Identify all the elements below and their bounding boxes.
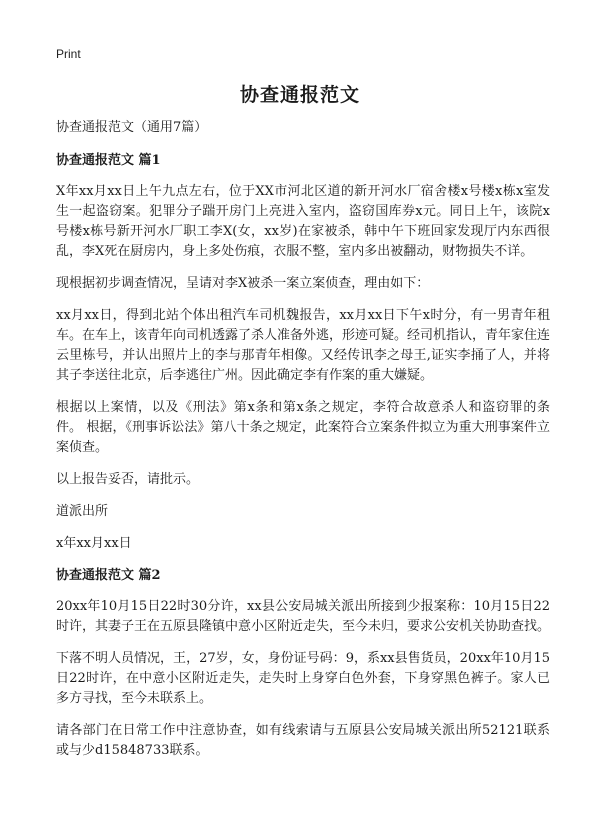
signature-office: 道派出所	[56, 504, 109, 519]
signature-date: x年xx月xx日	[56, 536, 132, 551]
print-link[interactable]: Print	[56, 47, 81, 61]
section-heading: 协查通报范文 篇1	[56, 153, 161, 168]
paragraph: 以上报告妥否，请批示。	[56, 472, 200, 487]
paragraph: xx月xx日，得到北站个体出租汽车司机魏报告，xx月xx日下午x时分，有一男青年租车。在车上，该青年向司机透露了杀人准备外逃，形迹可疑。经司机指认，青年家住连云里栋号，并认出照片上的李与那青年相像。又经传讯李之母王,证实李捅了人，并将其子李送往北京，后李逃往广州。因此确定李有作案的重大嫌疑。	[56, 308, 551, 383]
paragraph: 现根据初步调查情况，呈请对李X被杀一案立案侦查，理由如下：	[56, 276, 430, 291]
document-body	[56, 118, 550, 773]
document-subtitle: 协查通报范文（通用7篇）	[56, 120, 208, 135]
paragraph: 请各部门在日常工作中注意协查，如有线索请与五原县公安局城关派出所52121联系或与少d15848733联系。	[56, 723, 550, 758]
paragraph: 下落不明人员情况，王，27岁，女，身份证号码：9，系xx县售货员，20xx年10月15日22时许，在中意小区附近走失，走失时上身穿白色外套，下身穿黑色裤子。家人已多方寻找，至今未联系上。	[56, 651, 550, 706]
paragraph: 20xx年10月15日22时30分许，xx县公安局城关派出所接到少报案称：10月15日22时许，其妻子王在五原县隆镇中意小区附近走失，至今未归，要求公安机关协助查找。	[56, 599, 551, 634]
page-title: 协查通报范文	[239, 84, 360, 106]
section-heading: 协查通报范文 篇2	[56, 568, 161, 583]
paragraph: 根据以上案情，以及《刑法》第x条和第x条之规定，李符合故意杀人和盗窃罪的条件。 根据，《刑事诉讼法》第八十条之规定，此案符合立案条件拟立为重大刑事案件立案侦查。	[56, 400, 550, 455]
paragraph: X年xx月xx日上午九点左右，位于XX市河北区道的新开河水厂宿舍楼x号楼x栋x室发生一起盗窃案。犯罪分子踹开房门上亮进入室内，盗窃国库券x元。同日上午，该院x号楼x栋号新开河水厂职工李X(女，xx岁)在家被杀，韩中午下班回家发现厅内东西很乱，李X死在厨房内，身上多处伤痕，衣服不整，室内多出被翻动，财物损失不详。	[56, 184, 550, 259]
